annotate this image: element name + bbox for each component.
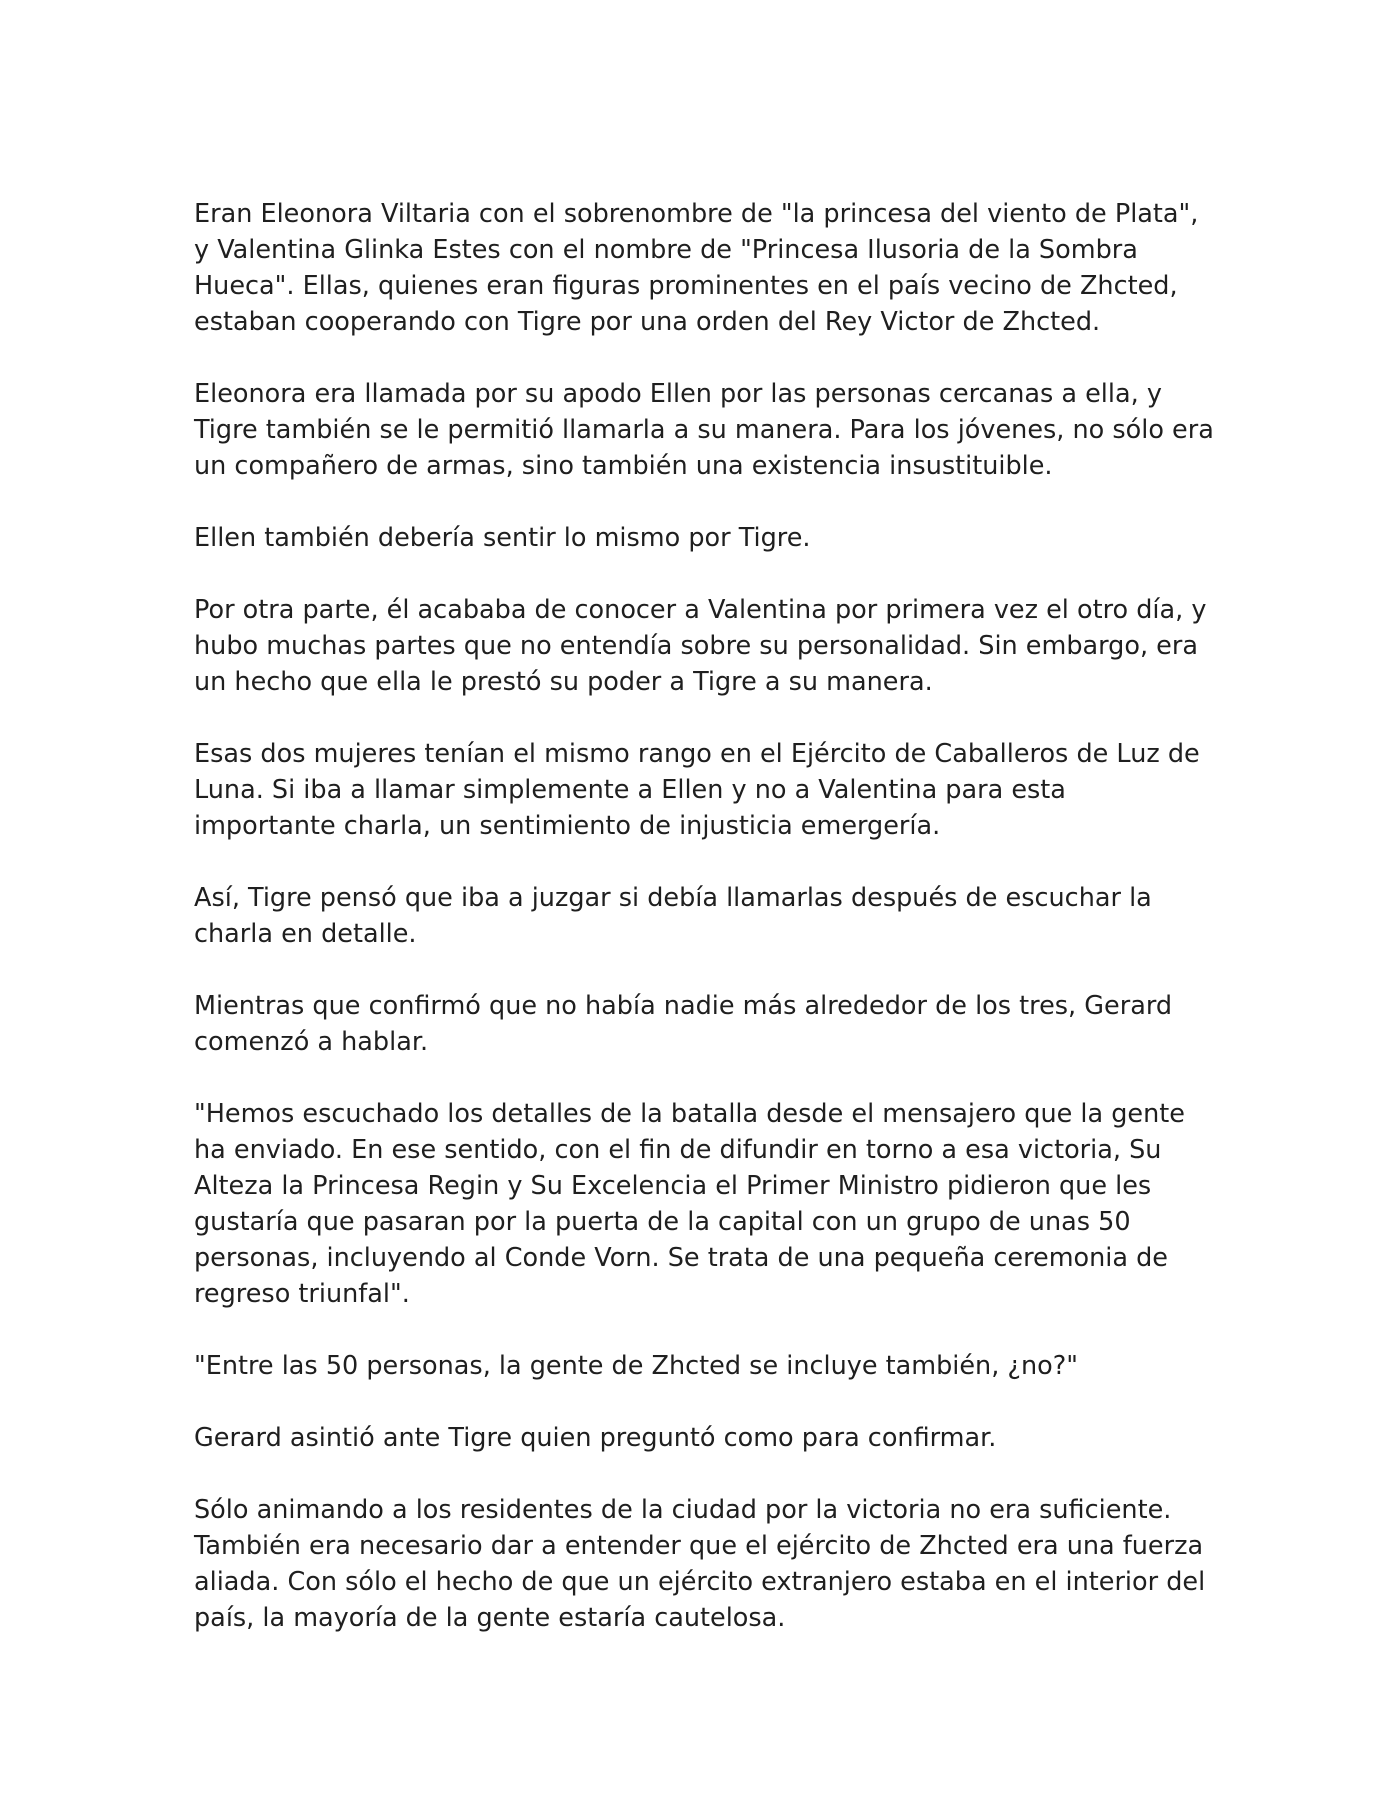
paragraph-1: Eran Eleonora Viltaria con el sobrenombre de "la princesa del viento de Plata", y Valentina Glinka Estes con el nombre de "Princesa Ilusoria de la Sombra Hueca". Ellas, quienes eran figuras prominentes en el país vecino de Zhcted, estaban cooperando con Tigre por una orden del Rey Victor de Zhcted. (194, 199, 1199, 337)
paragraph-10: Gerard asintió ante Tigre quien preguntó como para confirmar. (194, 1423, 997, 1453)
paragraph-8: "Hemos escuchado los detalles de la batalla desde el mensajero que la gente ha enviado. En ese sentido, con el fin de difundir en torno a esa victoria, Su Alteza la Princesa Regin y Su Excelencia el Primer Ministro pidieron que les gustaría que pasaran por la puerta de la capital con un grupo de unas 50 personas, incluyendo al Conde Vorn. Se trata de una pequeña ceremonia de regreso triunfal". (194, 1099, 1185, 1309)
paragraph-3: Ellen también debería sentir lo mismo por Tigre. (194, 523, 811, 553)
paragraph-2: Eleonora era llamada por su apodo Ellen por las personas cercanas a ella, y Tigre también se le permitió llamarla a su manera. Para los jóvenes, no sólo era un compañero de armas, sino también una existencia insustituible. (194, 379, 1214, 481)
paragraph-9: "Entre las 50 personas, la gente de Zhcted se incluye también, ¿no?" (194, 1351, 1078, 1381)
paragraph-5: Esas dos mujeres tenían el mismo rango en el Ejército de Caballeros de Luz de Luna. Si iba a llamar simplemente a Ellen y no a Valentina para esta importante charla, un sentimiento de injusticia emergería. (194, 739, 1200, 841)
paragraph-11: Sólo animando a los residentes de la ciudad por la victoria no era suficiente. También era necesario dar a entender que el ejército de Zhcted era una fuerza aliada. Con sólo el hecho de que un ejército extranjero estaba en el interior del país, la mayoría de la gente estaría cautelosa. (194, 1495, 1206, 1633)
document-body (194, 196, 1214, 1672)
paragraph-6: Así, Tigre pensó que iba a juzgar si debía llamarlas después de escuchar la charla en detalle. (194, 883, 1152, 949)
paragraph-7: Mientras que confirmó que no había nadie más alrededor de los tres, Gerard comenzó a hablar. (194, 991, 1173, 1057)
paragraph-4: Por otra parte, él acababa de conocer a Valentina por primera vez el otro día, y hubo muchas partes que no entendía sobre su personalidad. Sin embargo, era un hecho que ella le prestó su poder a Tigre a su manera. (194, 595, 1207, 697)
